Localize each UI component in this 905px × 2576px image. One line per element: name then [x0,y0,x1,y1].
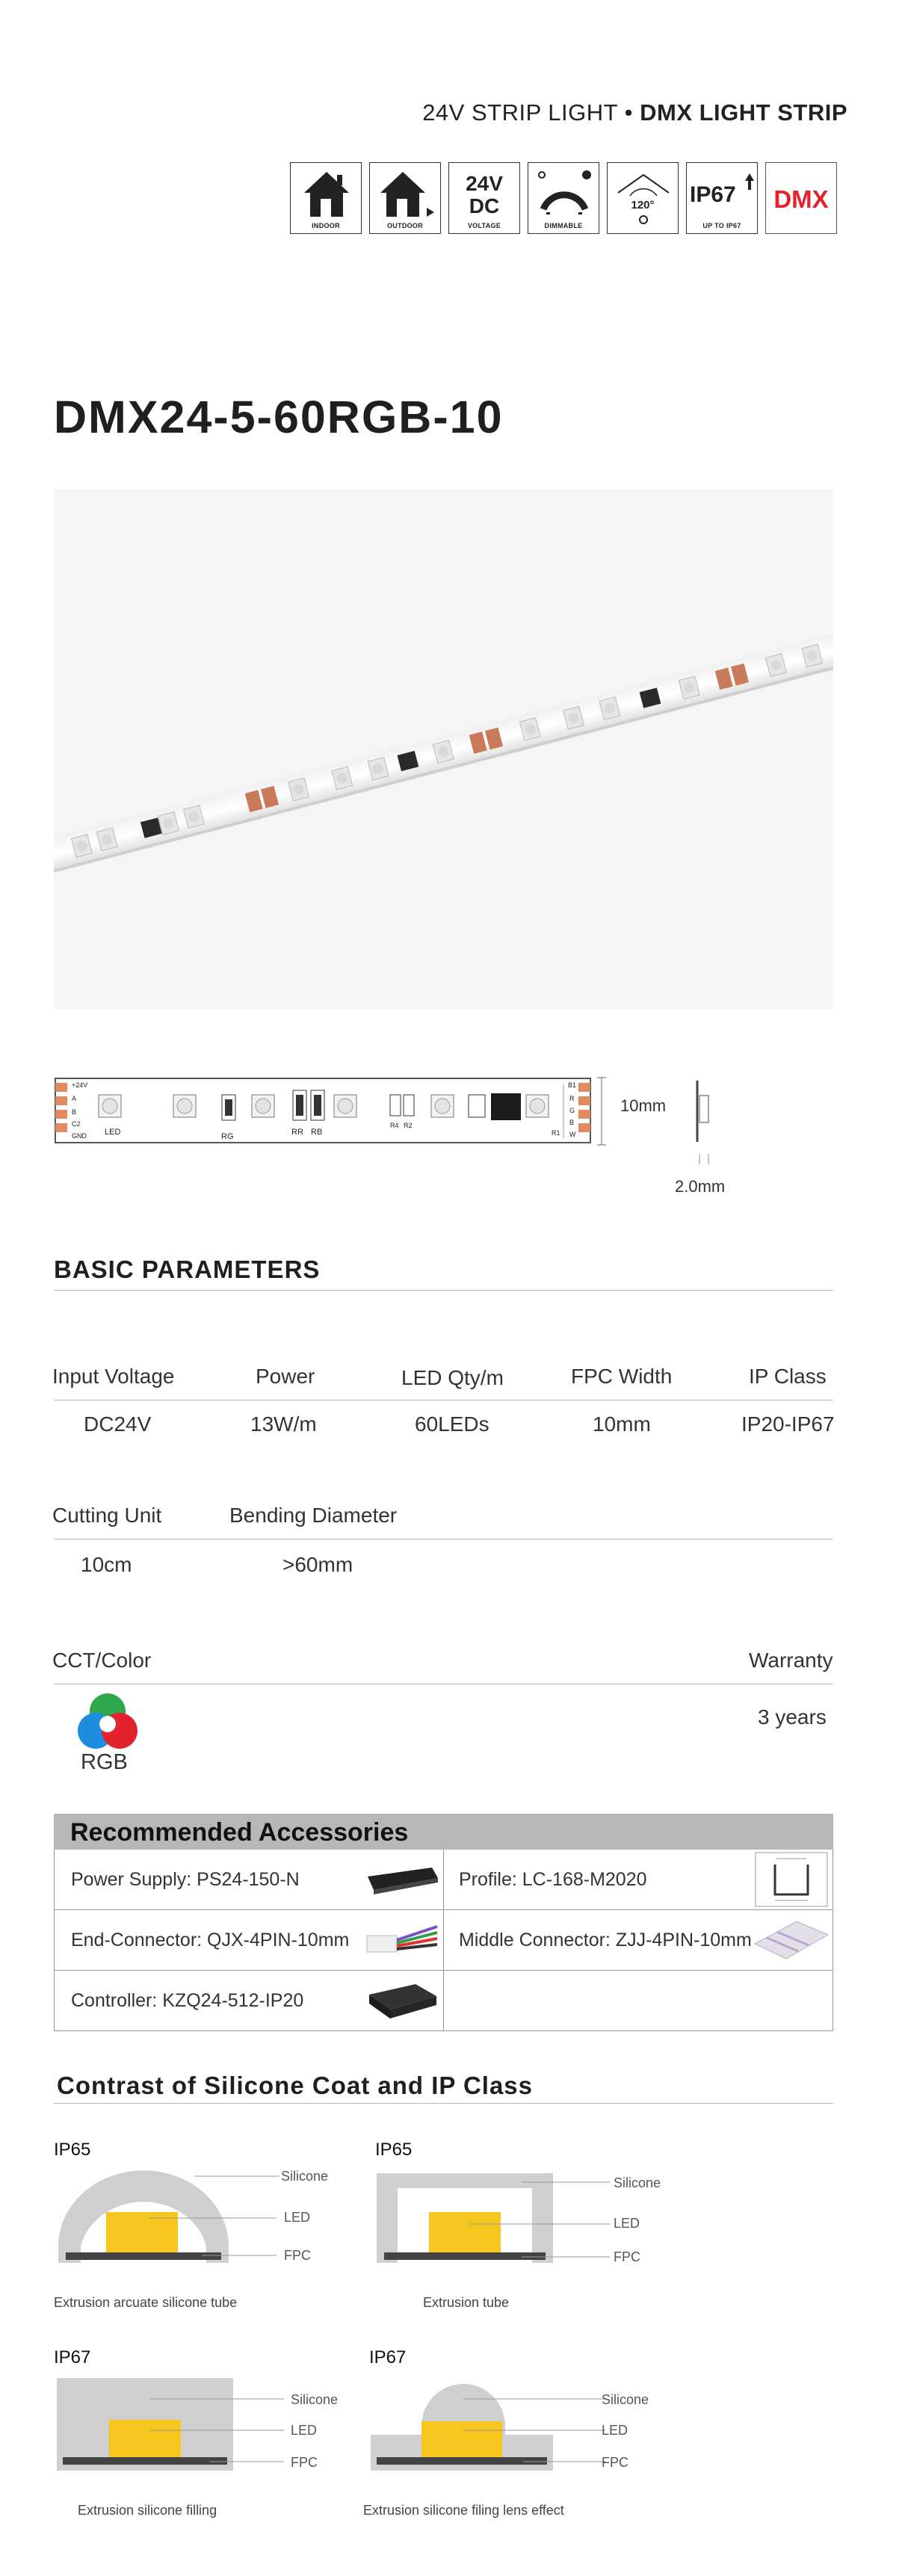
param-value: 13W/m [250,1412,317,1436]
color-value: RGB [81,1750,128,1774]
diagram-caption: Extrusion silicone filing lens effect [363,2503,564,2518]
warranty-value: 3 years [758,1705,827,1729]
rgb-color-icon [72,1690,143,1755]
power-supply-thumbnail [361,1850,443,1909]
accessory-cell: Profile: LC-168-M2020 [444,1850,833,1910]
accessories-table [54,1814,833,2031]
ip-label: IP65 [375,2140,413,2160]
param-value: 10mm [593,1412,651,1436]
divider [54,2103,833,2104]
accessory-cell-empty [444,1971,833,2031]
diagram-caption: Extrusion tube [423,2295,510,2310]
param-value: 10cm [81,1553,132,1576]
dimension-marks [594,1076,744,1188]
width-dimension: 10mm [620,1096,667,1115]
category-bold: DMX LIGHT STRIP [640,99,847,126]
accessory-cell: Middle Connector: ZJJ-4PIN-10mm [444,1910,833,1971]
param-header: LED Qty/m [401,1366,504,1389]
end-connector-thumbnail [361,1910,443,1970]
param-header: Warranty [749,1649,833,1672]
product-category-title [422,99,847,126]
house-outdoor-icon: OUTDOOR [369,162,441,234]
param-header: IP Class [749,1365,827,1388]
silicone-filling-diagram [52,2373,366,2486]
param-value: DC24V [84,1412,152,1436]
param-header: Power [256,1365,315,1388]
pcb-drawing: +24V A B C2 GND LED RG RR RB R4 R2 R1 B1 R G B W [54,1077,592,1149]
feature-icons [290,162,837,234]
accessory-cell: End-Connector: QJX-4PIN-10mm [55,1910,444,1971]
param-header: Bending Diameter [229,1504,398,1527]
ip-rating-icon: IP67 UP TO IP67 [686,162,758,234]
param-value: >60mm [282,1553,353,1576]
thickness-dimension: 2.0mm [675,1177,726,1196]
table-row [54,1850,833,1910]
param-header: Input Voltage [52,1365,175,1388]
param-header: Cutting Unit [52,1504,162,1527]
lens-effect-diagram [366,2366,680,2493]
diagram-caption: Extrusion silicone filling [78,2503,217,2518]
accessory-cell: Power Supply: PS24-150-N [55,1850,444,1910]
ip-label: IP67 [369,2347,407,2367]
dimmable-icon: DIMMABLE [528,162,599,234]
accessory-cell: Controller: KZQ24-512-IP20 [55,1971,444,2031]
ip-label: IP65 [54,2140,91,2160]
param-value: 60LEDs [415,1412,489,1436]
ip-label: IP67 [54,2347,91,2367]
accessories-title: Recommended Accessories [54,1814,833,1850]
diagram-caption: Extrusion arcuate silicone tube [54,2295,238,2310]
param-value: IP20-IP67 [741,1412,835,1436]
table-row [54,1971,833,2031]
profile-thumbnail [750,1850,833,1909]
middle-connector-thumbnail [750,1910,833,1970]
model-number: DMX24-5-60RGB-10 [54,392,504,442]
controller-thumbnail [361,1971,443,2030]
product-photo [54,489,833,1009]
divider [54,1290,833,1291]
voltage-icon: 24V DC VOLTAGE [448,162,520,234]
beam-angle-icon: 120° [607,162,679,234]
dmx-icon: DMX [765,162,837,234]
table-row [54,1910,833,1971]
contrast-title: Contrast of Silicone Coat and IP Class [57,2072,534,2099]
category-regular: 24V STRIP LIGHT • [422,99,640,126]
param-header: FPC Width [571,1365,673,1388]
param-header: CCT/Color [52,1649,152,1672]
house-indoor-icon: INDOOR [290,162,362,234]
basic-parameters-title: BASIC PARAMETERS [54,1255,321,1283]
